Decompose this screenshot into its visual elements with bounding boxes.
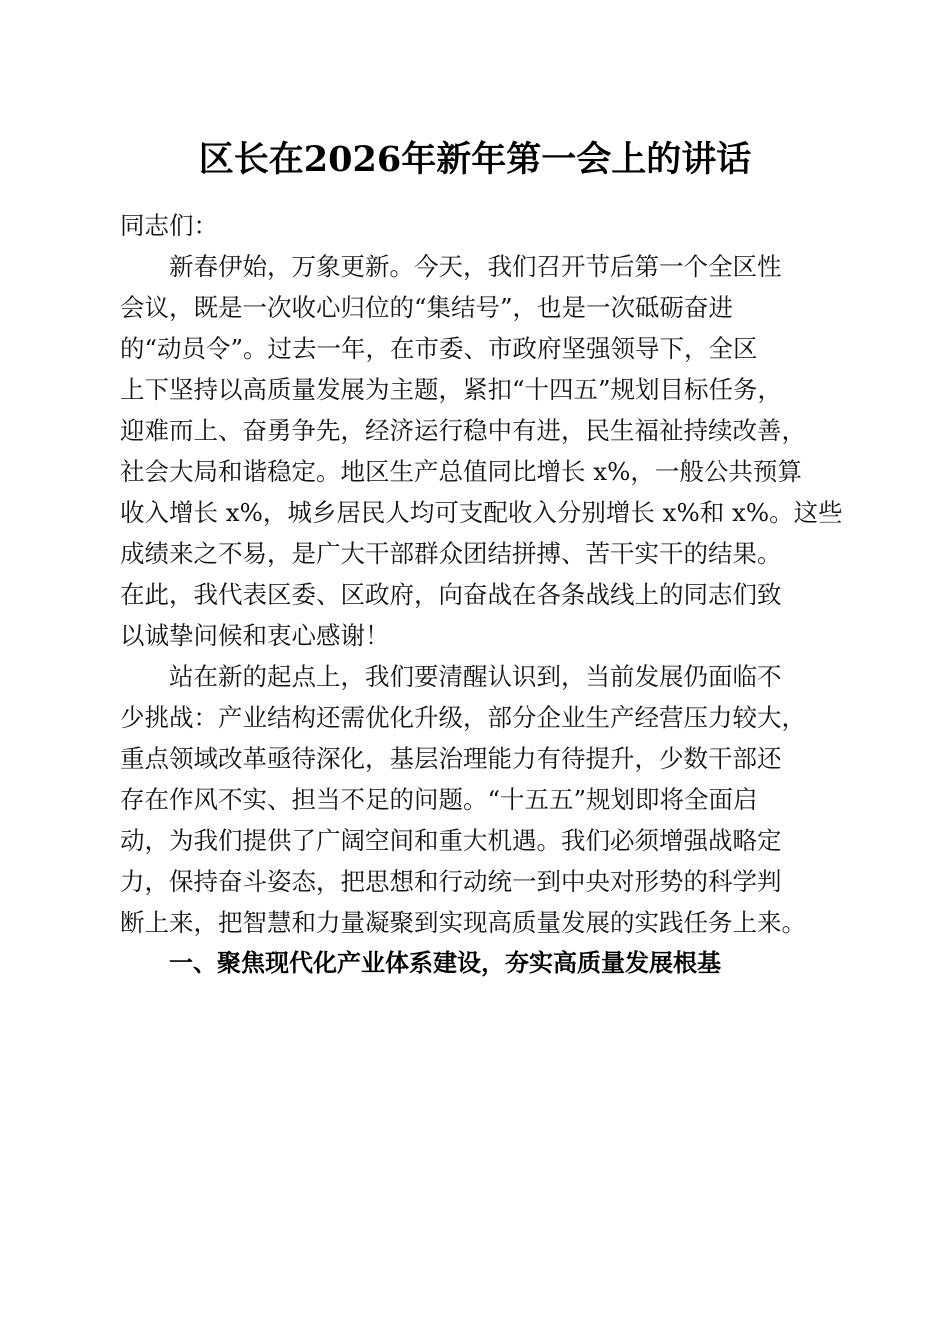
paragraph-line: 上下坚持以高质量发展为主题，紧扣“十四五”规划目标任务， bbox=[120, 375, 783, 404]
paragraph-line: 存在作风不实、担当不足的问题。“十五五”规划即将全面启 bbox=[120, 785, 758, 814]
paragraph-line: 会议，既是一次收心归位的“集结号”，也是一次砥砺奋进 bbox=[120, 293, 734, 322]
paragraph-line: 的“动员令”。过去一年，在市委、市政府坚强领导下，全区 bbox=[120, 334, 758, 363]
document-body bbox=[120, 205, 843, 984]
paragraph-line: 收入增长 x%，城乡居民人均可支配收入分别增长 x%和 x%。这些 bbox=[120, 498, 843, 527]
paragraph-line: 迎难而上、奋勇争先，经济运行稳中有进，民生福祉持续改善， bbox=[120, 416, 806, 445]
paragraph-line: 成绩来之不易，是广大干部群众团结拼搏、苦干实干的结果。 bbox=[120, 539, 782, 568]
page-title: 区长在2026年新年第一会上的讲话 bbox=[198, 139, 752, 180]
paragraph-line: 动，为我们提供了广阔空间和重大机遇。我们必须增强战略定 bbox=[120, 826, 782, 855]
paragraph-line: 社会大局和谐稳定。地区生产总值同比增长 x%，一般公共预算 bbox=[120, 457, 802, 486]
section-heading-1: 一、聚焦现代化产业体系建设，夯实高质量发展根基 bbox=[169, 949, 721, 977]
paragraph-line: 重点领域改革亟待深化，基层治理能力有待提升，少数干部还 bbox=[120, 744, 782, 773]
paragraph-line: 新春伊始，万象更新。今天，我们召开节后第一个全区性 bbox=[169, 252, 782, 281]
paragraph-line: 在此，我代表区委、区政府，向奋战在各条战线上的同志们致 bbox=[120, 580, 782, 609]
salutation: 同志们： bbox=[120, 211, 218, 240]
paragraph-line: 站在新的起点上，我们要清醒认识到，当前发展仍面临不 bbox=[169, 662, 782, 691]
paragraph-2 bbox=[120, 656, 832, 943]
paragraph-1 bbox=[120, 246, 843, 656]
paragraph-line: 断上来，把智慧和力量凝聚到实现高质量发展的实践任务上来。 bbox=[120, 908, 806, 937]
paragraph-line: 少挑战：产业结构还需优化升级，部分企业生产经营压力较大， bbox=[120, 703, 806, 732]
paragraph-line: 以诚挚问候和衷心感谢！ bbox=[120, 621, 390, 650]
paragraph-line: 力，保持奋斗姿态，把思想和行动统一到中央对形势的科学判 bbox=[120, 867, 782, 896]
